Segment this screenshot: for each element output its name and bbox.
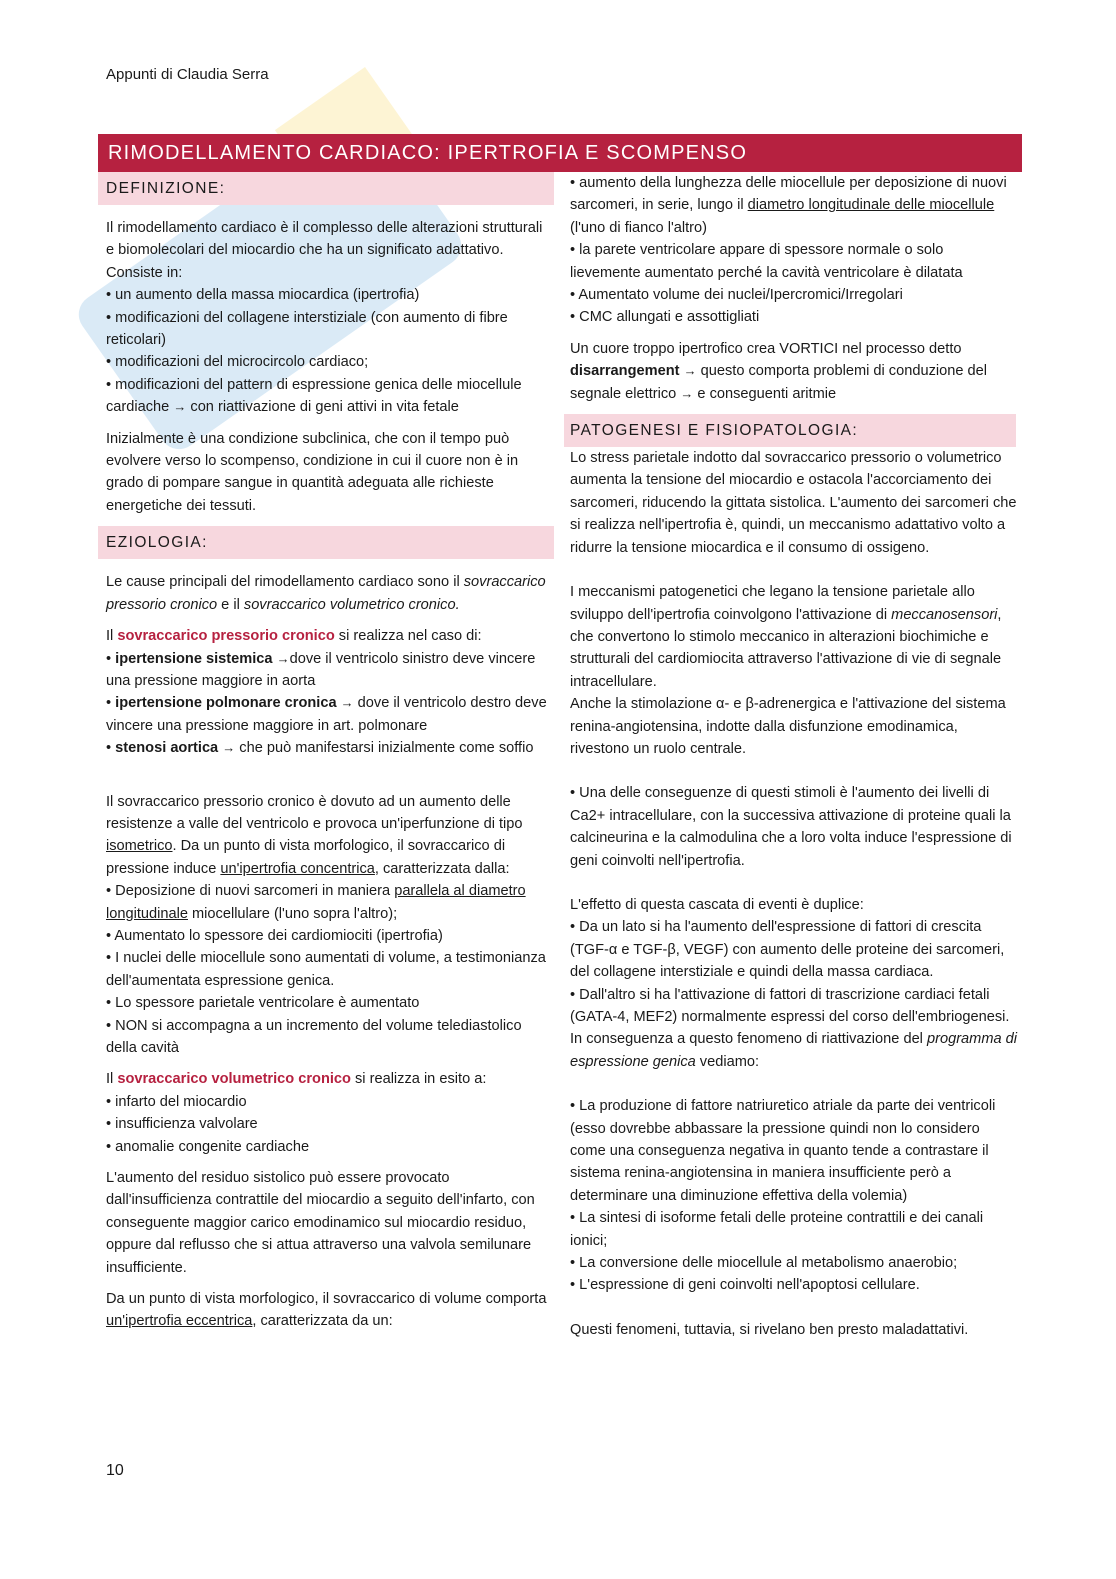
list-item: • L'espressione di geni coinvolti nell'apoptosi cellulare. bbox=[570, 1277, 920, 1294]
list-item: • ipertensione sistemica →dove il ventricolo sinistro deve vincere una pressione maggiore in aorta bbox=[106, 650, 536, 689]
conclusion-paragraph: Questi fenomeni, tuttavia, si rivelano ben presto maladattativi. bbox=[570, 1321, 969, 1338]
list-item: • la parete ventricolare appare di spessore normale o solo lievemente aumentato perché la cavità ventricolare è dilatata bbox=[570, 242, 963, 281]
list-item: • insufficienza valvolare bbox=[106, 1116, 258, 1133]
arrow-icon: → bbox=[680, 385, 694, 401]
list-item: • ipertensione polmonare cronica → dove il ventricolo destro deve vincere una pressione maggiore in art. polmonare bbox=[106, 695, 547, 734]
list-item: • Da un lato si ha l'aumento dell'espressione di fattori di crescita (TGF-α e TGF-β, VEGF) con aumento delle proteine dei sarcomeri, del collagene interstiziale e quindi della massa cardiaca. bbox=[570, 919, 1005, 981]
patogenesi-paragraph: Anche la stimolazione α- e β-adrenergica e l'attivazione del sistema renina-angiotensina, indotte dalla disfunzione emodinamica, rivestono un ruolo centrale. bbox=[570, 696, 1006, 757]
list-item: • La sintesi di isoforme fetali delle proteine contrattili e dei canali ionici; bbox=[570, 1210, 984, 1249]
section-heading-definizione: DEFINIZIONE: bbox=[98, 172, 554, 205]
section-heading-patogenesi: PATOGENESI E FISIOPATOLOGIA: bbox=[564, 414, 1016, 447]
patogenesi-paragraph: L'effetto di questa cascata di eventi è duplice: bbox=[570, 896, 864, 913]
list-item: • aumento della lunghezza delle miocellule per deposizione di nuovi sarcomeri, in serie, lungo il diametro longitudinale delle miocellule (l'uno di fianco l'altro) bbox=[570, 175, 1007, 236]
page-title: RIMODELLAMENTO CARDIACO: IPERTROFIA E SCOMPENSO bbox=[98, 134, 1022, 172]
pressure-overload-intro: Il sovraccarico pressorio cronico si realizza nel caso di: bbox=[106, 628, 482, 645]
list-item: • La produzione di fattore natriuretico atriale da parte dei ventricoli (esso dovrebbe abbassare la pressione quindi non lo considero come una conseguenza negativa in quanto tende a contrastare il sistema renina-angiotensina in maniera insufficiente però a determinare una diminuzione effettiva della volemia) bbox=[570, 1098, 996, 1204]
section-heading-eziologia: EZIOLOGIA: bbox=[98, 526, 554, 559]
list-item: • Aumentato lo spessore dei cardiomiociti (ipertrofia) bbox=[106, 927, 443, 944]
list-item: • La conversione delle miocellule al metabolismo anaerobio; bbox=[570, 1255, 958, 1272]
eziologia-intro: Le cause principali del rimodellamento cardiaco sono il sovraccarico pressorio cronico e il sovraccarico volumetrico cronico. bbox=[106, 574, 546, 613]
patogenesi-paragraph: In conseguenza a questo fenomeno di riattivazione del programma di espressione genica vediamo: bbox=[570, 1031, 1018, 1070]
list-item: • stenosi aortica → che può manifestarsi inizialmente come soffio bbox=[106, 740, 534, 757]
definition-bullet: • modificazioni del microcircolo cardiaco; bbox=[106, 354, 369, 371]
patogenesi-paragraph: Lo stress parietale indotto dal sovraccarico pressorio o volumetrico aumenta la tensione del miocardio e ostacola l'accorciamento dei sarcomeri, riducendo la gittata sistolica. L'aumento dei sarcomeri che si realizza nell'ipertrofia è, quindi, un meccanismo adattativo volto a ridurre la tensione miocardica e il consumo di ossigeno. bbox=[570, 450, 1017, 556]
definition-intro: Il rimodellamento cardiaco è il complesso delle alterazioni strutturali e biomolecolari del miocardio che ha un significato adattativo. Consiste in: bbox=[106, 220, 543, 281]
pressure-overload-paragraph: Il sovraccarico pressorio cronico è dovuto ad un aumento delle resistenze a valle del ventricolo e provoca un'iperfunzione di tipo isometrico. Da un punto di vista morfologico, il sovraccarico di pressione induce un'ipertrofia concentrica, caratterizzata dalla: bbox=[106, 793, 523, 877]
arrow-icon: → bbox=[683, 363, 697, 379]
page-header-author: Appunti di Claudia Serra bbox=[106, 66, 269, 83]
patogenesi-paragraph: I meccanismi patogenetici che legano la tensione parietale allo sviluppo dell'ipertrofia coinvolgono l'attivazione di meccanosensori, che convertono lo stimolo meccanico in alterazioni biochimiche e strutturali del cardiomiocita attraverso l'attivazione di vie di segnale intracellulare. bbox=[570, 584, 1002, 690]
definition-bullet: • modificazioni del collagene interstiziale (con aumento di fibre reticolari) bbox=[106, 309, 508, 349]
page-number: 10 bbox=[106, 1462, 124, 1479]
definition-paragraph: Inizialmente è una condizione subclinica, che con il tempo può evolvere verso lo scompenso, condizione in cui il cuore non è in grado di pompare sangue in quantità adeguata alle richieste energetiche dei tessuti. bbox=[106, 430, 519, 514]
list-item: • Dall'altro si ha l'attivazione di fattori di trascrizione cardiaci fetali (GATA-4, MEF2) normalmente espressi del corso dell'embriogenesi. bbox=[570, 986, 1010, 1025]
left-column bbox=[98, 172, 554, 1333]
patogenesi-paragraph: • Una delle conseguenze di questi stimoli è l'aumento dei livelli di Ca2+ intracellulare, con la successiva attivazione di proteine quali la calcineurina e la calmodulina che a loro volta induce l'espressione di geni coinvolti nell'ipertrofia. bbox=[570, 785, 1012, 869]
volume-overload-intro: Il sovraccarico volumetrico cronico si realizza in esito a: bbox=[106, 1071, 487, 1088]
arrow-icon: → bbox=[340, 695, 354, 711]
list-item: • NON si accompagna a un incremento del volume telediastolico della cavità bbox=[106, 1017, 522, 1056]
list-item: • infarto del miocardio bbox=[106, 1093, 247, 1110]
definition-bullet: • modificazioni del pattern di espressione genica delle miocellule cardiache → con riattivazione di geni attivi in vita fetale bbox=[106, 376, 522, 416]
arrow-icon: → bbox=[276, 650, 290, 666]
arrow-icon: → bbox=[222, 740, 236, 756]
list-item: • Deposizione di nuovi sarcomeri in maniera parallela al diametro longitudinale miocellulare (l'uno sopra l'altro); bbox=[106, 883, 526, 922]
arrow-icon: → bbox=[173, 399, 187, 415]
list-item: • Lo spessore parietale ventricolare è aumentato bbox=[106, 995, 420, 1012]
list-item: • CMC allungati e assottigliati bbox=[570, 309, 760, 326]
residual-volume-paragraph: L'aumento del residuo sistolico può essere provocato dall'insufficienza contrattile del miocardio a seguito dell'infarto, con conseguente maggior carico emodinamico sul miocardio residuo, oppure dal reflusso che si attua attraverso una valvola semilunare insufficiente. bbox=[106, 1170, 535, 1276]
list-item: • anomalie congenite cardiache bbox=[106, 1138, 310, 1155]
disarrangement-paragraph: Un cuore troppo ipertrofico crea VORTICI nel processo detto disarrangement → questo comporta problemi di conduzione del segnale elettrico → e conseguenti aritmie bbox=[570, 340, 987, 402]
list-item: • I nuclei delle miocellule sono aumentati di volume, a testimonianza dell'aumentata espressione genica. bbox=[106, 950, 546, 989]
right-column bbox=[570, 172, 1022, 1341]
definition-bullet: • un aumento della massa miocardica (ipertrofia) bbox=[106, 287, 420, 304]
list-item: • Aumentato volume dei nuclei/Ipercromici/Irregolari bbox=[570, 287, 903, 304]
eccentric-hypertrophy-intro: Da un punto di vista morfologico, il sovraccarico di volume comporta un'ipertrofia eccentrica, caratterizzata da un: bbox=[106, 1291, 547, 1330]
